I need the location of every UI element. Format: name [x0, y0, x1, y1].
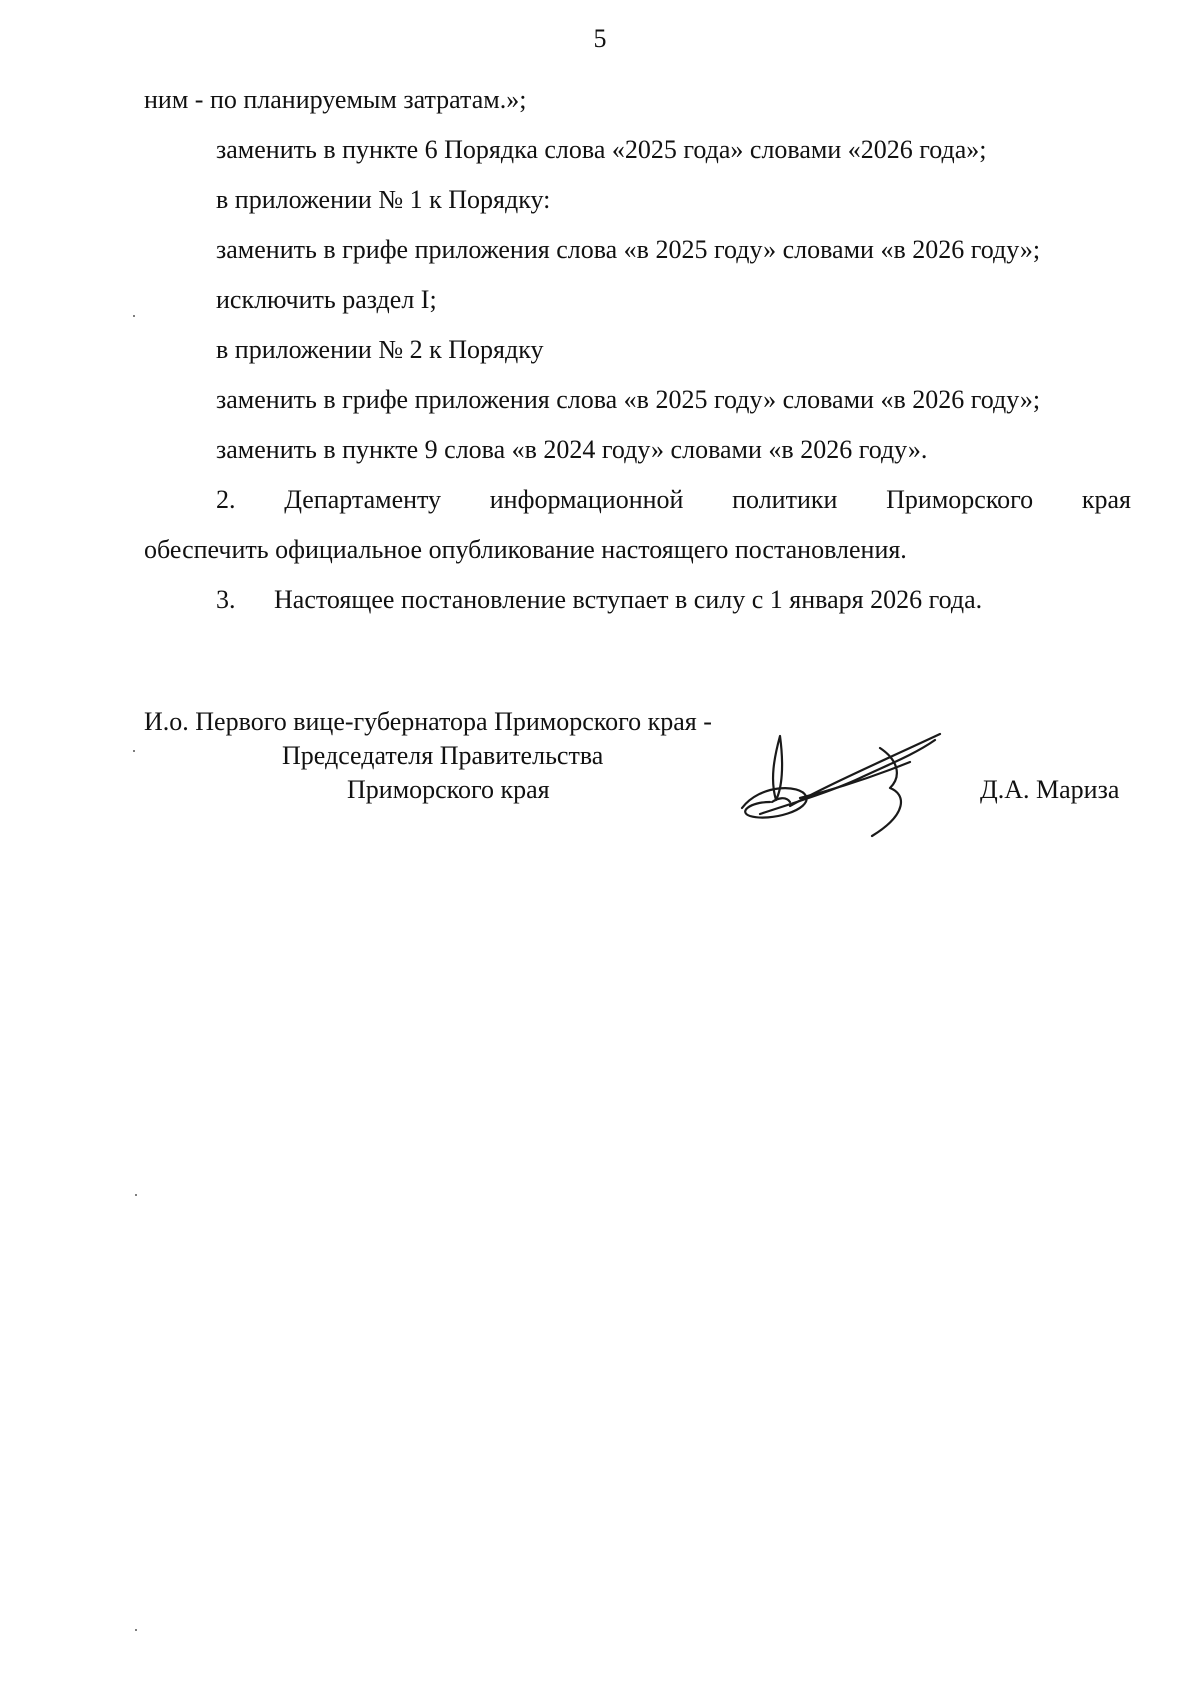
item-2-number: 2.: [216, 485, 236, 514]
item-2-word: Приморского: [886, 485, 1034, 514]
scan-speck: [135, 1629, 137, 1631]
body-line-4: заменить в грифе приложения слова «в 2025 году» словами «в 2026 году»;: [216, 235, 1041, 264]
signature-position-line-1: И.о. Первого вице-губернатора Приморского края -: [144, 707, 712, 736]
body-line-6: в приложении № 2 к Порядку: [216, 335, 544, 364]
body-line-1: ним - по планируемым затратам.»;: [144, 85, 527, 114]
signature-position-line-3: Приморского края: [347, 775, 550, 804]
item-2-word: информационной: [489, 485, 684, 514]
handwritten-signature: [730, 718, 960, 838]
scan-speck: [135, 1194, 137, 1196]
item-2-continuation: обеспечить официальное опубликование настоящего постановления.: [144, 535, 907, 564]
body-line-2: заменить в пункте 6 Порядка слова «2025 года» словами «2026 года»;: [216, 135, 987, 164]
item-2-word: края: [1081, 485, 1131, 514]
scan-speck: [133, 315, 135, 317]
item-2-word: Департаменту: [284, 485, 442, 514]
page-number: 5: [593, 24, 607, 53]
body-line-5: исключить раздел I;: [216, 285, 437, 314]
item-3-text: Настоящее постановление вступает в силу с 1 января 2026 года.: [274, 585, 983, 614]
scan-speck: [133, 750, 135, 752]
body-line-7: заменить в грифе приложения слова «в 2025 году» словами «в 2026 году»;: [216, 385, 1041, 414]
item-3-number: 3.: [216, 585, 236, 614]
signatory-name: Д.А. Мариза: [980, 775, 1120, 804]
signature-position-line-2: Председателя Правительства: [282, 741, 604, 770]
body-line-8: заменить в пункте 9 слова «в 2024 году» словами «в 2026 году».: [216, 435, 928, 464]
item-2-word: политики: [732, 485, 838, 514]
item-3-line: [216, 583, 982, 617]
item-2-line: [216, 483, 1131, 517]
body-line-3: в приложении № 1 к Порядку:: [216, 185, 551, 214]
